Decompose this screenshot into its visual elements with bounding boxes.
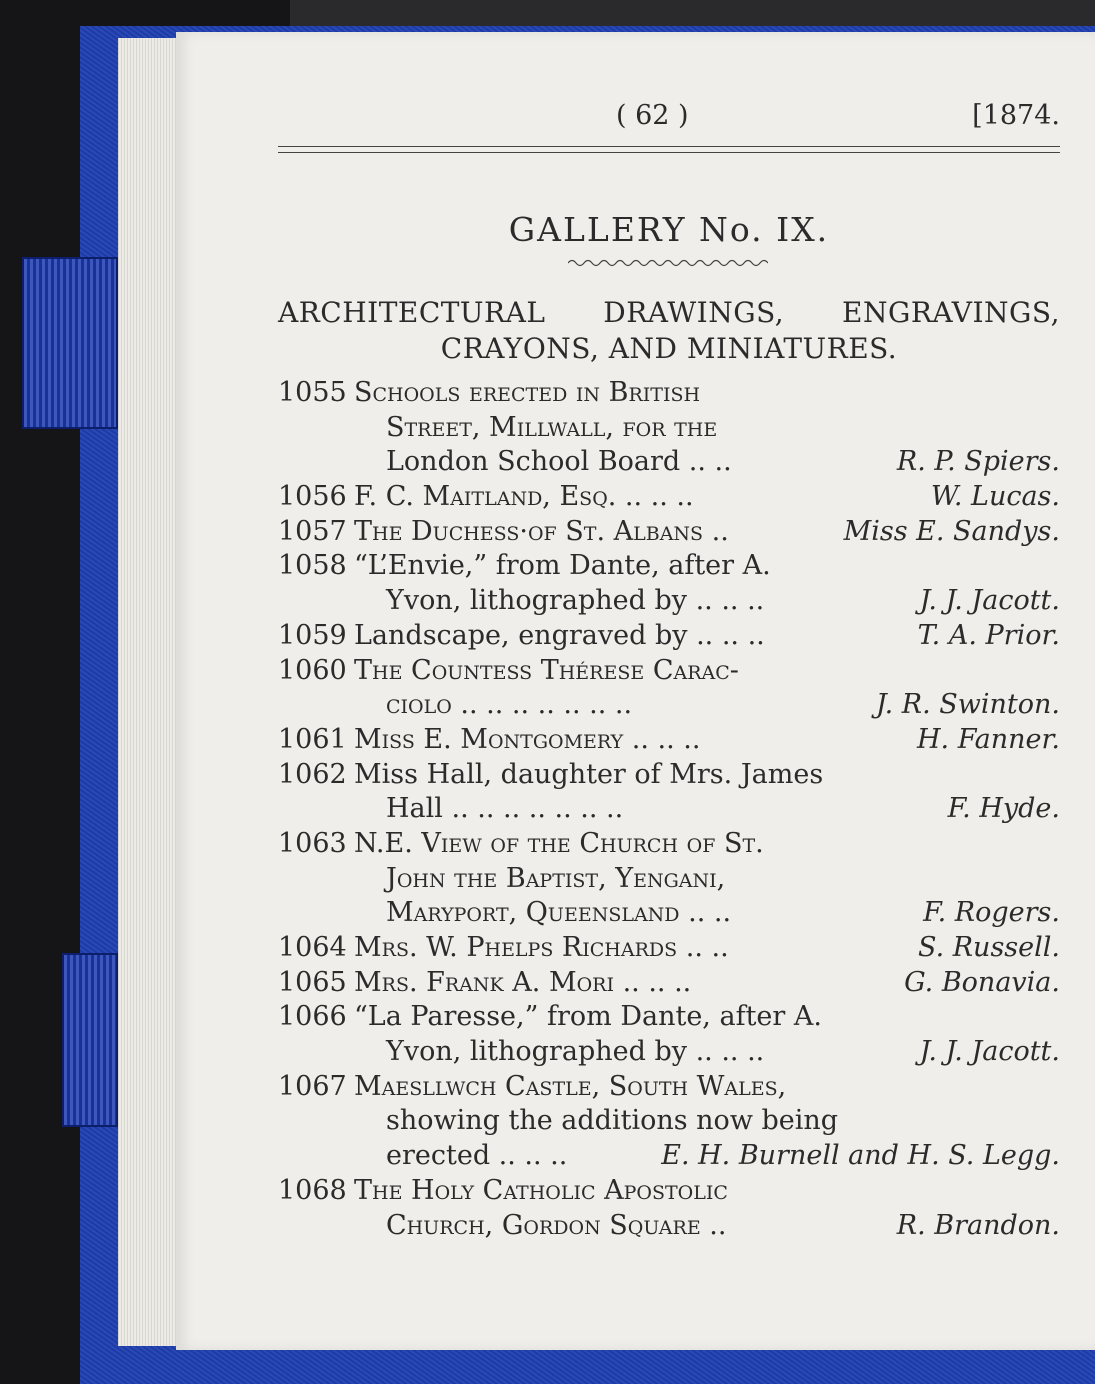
entry-number: 1055	[278, 377, 347, 408]
entry-continuation: showing the additions now being	[386, 1105, 839, 1137]
entry-artist: F. Rogers.	[923, 897, 1060, 929]
catalogue-line	[278, 445, 1060, 480]
page-tab-lower	[62, 953, 118, 1127]
entry-continuation: Hall .. .. .. .. .. .. ..	[386, 793, 624, 825]
entry-number: 1067	[278, 1070, 347, 1102]
entry-number: 1068	[278, 1174, 347, 1206]
entry-continuation: London School Board .. ..	[386, 446, 732, 478]
entry-number: 1065	[278, 966, 347, 998]
entry-title: Mrs. W. Phelps Richards .. ..	[354, 932, 729, 963]
entry-number: 1060	[278, 654, 347, 686]
entry-title: “La Paresse,” from Dante, after A.	[354, 1001, 822, 1033]
entry-artist: H. Fanner.	[917, 723, 1060, 755]
entry-number: 1059	[278, 619, 347, 651]
page-tab-upper	[22, 257, 118, 429]
catalogue-line	[278, 688, 1060, 723]
entry-artist: G. Bonavia.	[904, 966, 1060, 998]
entry-artist: J. R. Swinton.	[875, 689, 1060, 721]
entry-artist: J. J. Jacott.	[919, 585, 1060, 617]
entry-artist: W. Lucas.	[930, 481, 1060, 513]
entry-title: “L’Envie,” from Dante, after A.	[354, 550, 771, 582]
entry-title: Maesllwch Castle, South Wales,	[354, 1070, 787, 1102]
entry-number: 1062	[278, 758, 347, 790]
catalogue-line	[278, 827, 1060, 862]
catalogue-line	[278, 376, 1060, 411]
entry-artist: R. P. Spiers.	[896, 446, 1060, 478]
catalogue-line	[278, 515, 1060, 550]
entry-title: Landscape, engraved by .. .. ..	[354, 619, 765, 651]
catalogue-line	[278, 1035, 1060, 1070]
page-edges	[118, 38, 178, 1346]
section-subtitle	[278, 295, 1060, 367]
catalogue-line	[278, 1174, 1060, 1209]
catalogue-line	[278, 966, 1060, 1001]
entry-number: 1061	[278, 723, 347, 755]
page-number: ( 62 )	[616, 100, 689, 131]
entry-title: N.E. View of the Church of St.	[354, 827, 764, 859]
entry-artist: J. J. Jacott.	[919, 1036, 1060, 1068]
catalogue-line	[278, 654, 1060, 689]
entry-title: The Countess Thérese Carac-	[354, 654, 739, 686]
subtitle-line-2: CRAYONS, AND MINIATURES.	[440, 332, 898, 365]
catalogue-line	[278, 862, 1060, 897]
entry-title: Schools erected in British	[354, 377, 701, 408]
catalogue-line	[278, 723, 1060, 758]
year-label: [1874.	[972, 100, 1060, 131]
entry-number: 1064	[278, 932, 347, 963]
catalogue-line	[278, 619, 1060, 654]
entry-number: 1056	[278, 481, 347, 513]
entry-number: 1066	[278, 1001, 347, 1033]
entry-title: Miss Hall, daughter of Mrs. James	[354, 758, 824, 790]
entry-continuation: Church, Gordon Square ..	[386, 1209, 727, 1241]
catalogue-line	[278, 896, 1060, 931]
entry-continuation: erected .. .. ..	[386, 1140, 568, 1172]
catalogue-entries	[278, 376, 1060, 1243]
entry-artist: F. Hyde.	[947, 793, 1060, 825]
entry-continuation: Maryport, Queensland .. ..	[386, 897, 732, 929]
catalogue-line	[278, 411, 1060, 446]
entry-artist: Miss E. Sandys.	[843, 515, 1060, 547]
catalogue-line	[278, 931, 1060, 966]
catalogue-line	[278, 1139, 1060, 1174]
catalogue-line	[278, 584, 1060, 619]
catalogue-line	[278, 792, 1060, 827]
entry-artist: R. Brandon.	[896, 1209, 1060, 1241]
entry-title: The Duchess·of St. Albans ..	[354, 515, 729, 547]
catalogue-line	[278, 1070, 1060, 1105]
header-rule-second	[278, 152, 1060, 153]
entry-artist: S. Russell.	[918, 932, 1060, 963]
catalogue-line	[278, 549, 1060, 584]
entry-title: The Holy Catholic Apostolic	[354, 1174, 728, 1206]
catalogue-line	[278, 758, 1060, 793]
entry-number: 1063	[278, 827, 347, 859]
ornament-squiggle	[568, 256, 768, 270]
entry-continuation: ciolo .. .. .. .. .. .. ..	[386, 689, 633, 721]
entry-artist: T. A. Prior.	[917, 619, 1060, 651]
entry-title: Mrs. Frank A. Mori .. .. ..	[354, 966, 692, 998]
entry-title: Miss E. Montgomery .. .. ..	[354, 723, 701, 755]
catalogue-line	[278, 480, 1060, 515]
entry-number: 1058	[278, 550, 347, 582]
catalogue-line	[278, 1209, 1060, 1244]
entry-continuation: Yvon, lithographed by .. .. ..	[386, 1036, 765, 1068]
entry-continuation: John the Baptist, Yengani,	[386, 862, 726, 894]
entry-title: F. C. Maitland, Esq. .. .. ..	[354, 481, 694, 513]
running-header	[278, 100, 1060, 136]
entry-continuation: Street, Millwall, for the	[386, 411, 718, 443]
entry-artist: E. H. Burnell and H. S. Legg.	[661, 1140, 1060, 1172]
page-content	[278, 100, 1060, 1241]
catalogue-line	[278, 1000, 1060, 1035]
subtitle-line-1: ARCHITECTURAL DRAWINGS, ENGRAVINGS,	[278, 296, 1060, 329]
entry-number: 1057	[278, 515, 347, 547]
entry-continuation: Yvon, lithographed by .. .. ..	[386, 585, 765, 617]
gallery-title: GALLERY No. IX.	[508, 210, 830, 249]
catalogue-line	[278, 1104, 1060, 1139]
header-rule	[278, 146, 1060, 147]
